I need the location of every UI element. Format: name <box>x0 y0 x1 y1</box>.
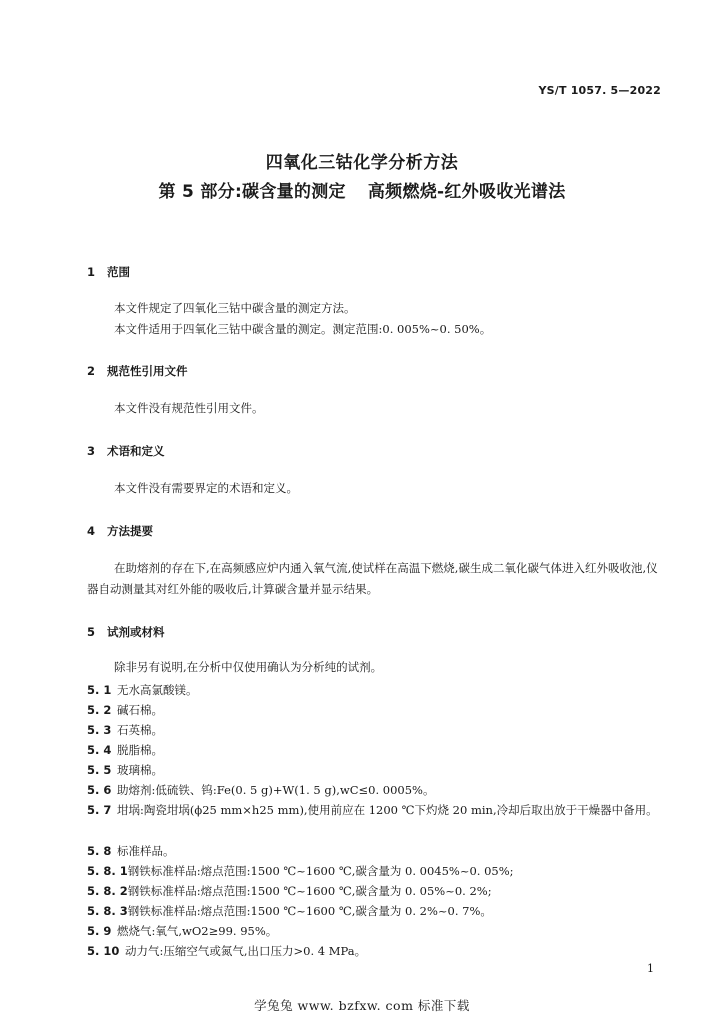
list-item <box>87 881 667 901</box>
part-title: 第 5 部分:碳含量的测定 <box>158 182 346 202</box>
section-title: 范围 <box>107 265 130 279</box>
item-number: 5. 8. 1 <box>87 864 128 878</box>
list-item <box>87 921 667 941</box>
item-text: 玻璃棉。 <box>117 763 163 777</box>
item-number: 5. 8. 3 <box>87 904 128 918</box>
document-title-line2 <box>0 177 724 202</box>
paragraph: 本文件规定了四氧化三钴中碳含量的测定方法。 <box>114 301 356 315</box>
item-number: 5. 5 <box>87 763 112 777</box>
method-title: 高频燃烧-红外吸收光谱法 <box>367 182 566 202</box>
list-item <box>87 720 667 740</box>
list-item <box>87 901 667 921</box>
section-number: 1 <box>87 265 96 279</box>
item-number: 5. 8. 2 <box>87 884 128 898</box>
paragraph: 在助熔剂的存在下,在高频感应炉内通入氧气流,使试样在高温下燃烧,碳生成二氧化碳气体进入红外吸收池,仪器自动测量其对红外能的吸收后,计算碳含量并显示结果。 <box>87 561 658 596</box>
section-number: 4 <box>87 524 96 538</box>
item-number: 5. 8 <box>87 844 112 858</box>
item-text: 石英棉。 <box>117 723 163 737</box>
paragraph: 除非另有说明,在分析中仅使用确认为分析纯的试剂。 <box>114 660 383 674</box>
item-text: 钢铁标准样品:熔点范围:1500 ℃~1600 ℃,碳含量为 0. 05%~0. 2%; <box>127 884 492 898</box>
item-text: 钢铁标准样品:熔点范围:1500 ℃~1600 ℃,碳含量为 0. 0045%~0. 05%; <box>127 864 514 878</box>
item-text: 助熔剂:低硫铁、钨:Fe(0. 5 g)+W(1. 5 g),wC≤0. 0005%。 <box>117 783 435 797</box>
footer-watermark: 学兔兔 www. bzfxw. com 标准下载 <box>254 998 470 1013</box>
document-code: YS/T 1057. 5—2022 <box>538 84 661 97</box>
section-heading-4 <box>87 523 153 539</box>
section-number: 5 <box>87 625 96 639</box>
item-number: 5. 4 <box>87 743 112 757</box>
item-text: 无水高氯酸镁。 <box>117 683 198 697</box>
section-title: 试剂或材料 <box>107 625 165 639</box>
paragraph: 本文件没有需要界定的术语和定义。 <box>114 481 298 495</box>
item-text: 标准样品。 <box>117 844 175 858</box>
paragraph: 本文件适用于四氧化三钴中碳含量的测定。测定范围:0. 005%~0. 50%。 <box>114 322 492 336</box>
item-number: 5. 10 <box>87 944 120 958</box>
item-number: 5. 2 <box>87 703 112 717</box>
section-heading-3 <box>87 443 165 459</box>
item-text: 钢铁标准样品:熔点范围:1500 ℃~1600 ℃,碳含量为 0. 2%~0. 7%。 <box>127 904 492 918</box>
list-item <box>87 800 667 820</box>
section-number: 2 <box>87 364 96 378</box>
item-number: 5. 7 <box>87 803 112 817</box>
section-title: 规范性引用文件 <box>107 364 188 378</box>
item-number: 5. 9 <box>87 924 112 938</box>
item-number: 5. 3 <box>87 723 112 737</box>
list-item <box>87 941 667 961</box>
item-text: 动力气:压缩空气或氮气,出口压力>0. 4 MPa。 <box>125 944 367 958</box>
list-item <box>87 680 667 700</box>
section-heading-2 <box>87 363 188 379</box>
list-item <box>87 760 667 780</box>
section-title: 方法提要 <box>107 524 153 538</box>
page-number: 1 <box>647 962 654 975</box>
document-title-line1: 四氧化三钴化学分析方法 <box>265 153 459 173</box>
list-item <box>87 861 667 881</box>
section-heading-5 <box>87 624 165 640</box>
item-text: 碱石棉。 <box>117 703 163 717</box>
item-text: 坩埚:陶瓷坩埚(ϕ25 mm×h25 mm),使用前应在 1200 ℃下灼烧 20 min,冷却后取出放于干燥器中备用。 <box>117 803 658 817</box>
list-item <box>87 780 667 800</box>
paragraph: 本文件没有规范性引用文件。 <box>114 401 264 415</box>
item-number: 5. 6 <box>87 783 112 797</box>
section-title: 术语和定义 <box>107 444 165 458</box>
section-number: 3 <box>87 444 96 458</box>
item-text: 脱脂棉。 <box>117 743 163 757</box>
list-item <box>87 740 667 760</box>
item-text: 燃烧气:氧气,wO2≥99. 95%。 <box>117 924 278 938</box>
list-item <box>87 841 667 861</box>
list-item <box>87 700 667 720</box>
section-heading-1 <box>87 264 130 280</box>
item-number: 5. 1 <box>87 683 112 697</box>
